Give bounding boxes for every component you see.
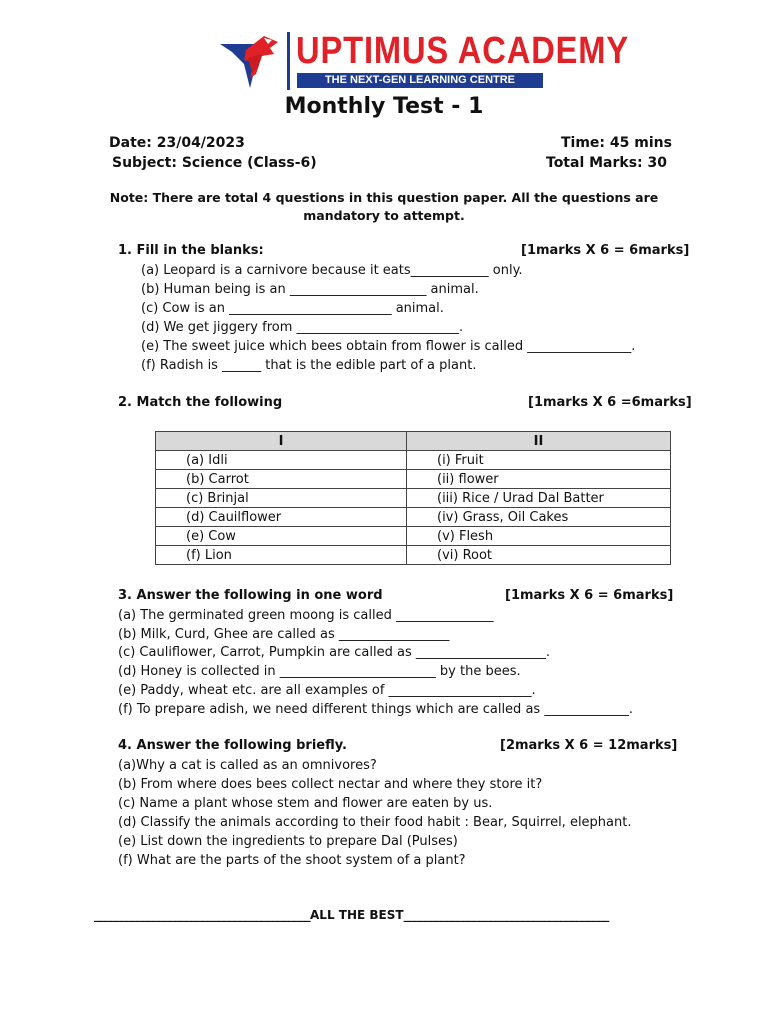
q4-marks: [2marks X 6 = 12marks] [500,738,678,753]
eagle-chevron-logo-icon [218,34,284,90]
note-line-2: mandatory to attempt. [303,208,465,223]
match-left-cell: (c) Brinjal [156,489,407,508]
q3-marks: [1marks X 6 = 6marks] [505,588,674,603]
q1-item: (a) Leopard is a carnivore because it eats____________ only. [141,263,523,278]
q3-item: (b) Milk, Curd, Ghee are called as _________________ [118,627,450,642]
table-row [156,508,671,527]
match-left-cell: (f) Lion [156,546,407,565]
q1-item: (b) Human being is an _____________________ animal. [141,282,479,297]
q1-item: (e) The sweet juice which bees obtain from flower is called ________________. [141,339,636,354]
q4-item: (d) Classify the animals according to their food habit : Bear, Squirrel, elephant. [118,815,632,830]
footer-right-rule: ______________________________________ [403,908,609,922]
match-right-cell: (iii) Rice / Urad Dal Batter [407,489,671,508]
match-left-cell: (d) Cauilflower [156,508,407,527]
note-line-1: Note: There are total 4 questions in this question paper. All the questions are [109,190,659,205]
match-col-1-header: I [156,432,407,451]
q1-heading: 1. Fill in the blanks: [118,243,264,258]
page-title: Monthly Test - 1 [284,94,484,119]
table-row [156,489,671,508]
q4-item: (f) What are the parts of the shoot system of a plant? [118,853,466,868]
match-left-cell: (e) Cow [156,527,407,546]
match-right-cell: (vi) Root [407,546,671,565]
q1-item: (c) Cow is an _________________________ animal. [141,301,444,316]
academy-tagline: THE NEXT-GEN LEARNING CENTRE [324,74,516,86]
q3-item: (c) Cauliflower, Carrot, Pumpkin are called as ____________________. [118,645,551,660]
q2-marks: [1marks X 6 =6marks] [528,395,692,410]
footer-text: ALL THE BEST [310,908,404,922]
table-row [156,527,671,546]
test-time: Time: 45 mins [561,135,672,151]
q3-item: (d) Honey is collected in ________________________ by the bees. [118,664,521,679]
q4-item: (a)Why a cat is called as an omnivores? [118,758,377,773]
match-right-cell: (v) Flesh [407,527,671,546]
match-right-cell: (iv) Grass, Oil Cakes [407,508,671,527]
total-marks: Total Marks: 30 [546,155,668,171]
test-subject: Subject: Science (Class-6) [112,155,317,171]
academy-logo [218,34,284,90]
match-table [155,431,671,565]
q4-heading: 4. Answer the following briefly. [118,738,347,753]
q3-item: (e) Paddy, wheat etc. are all examples of ______________________. [118,683,536,698]
academy-name: UPTIMUS ACADEMY [296,30,630,72]
q3-item: (a) The germinated green moong is called _______________ [118,608,494,623]
q4-item: (b) From where does bees collect nectar and where they store it? [118,777,543,792]
q3-item: (f) To prepare adish, we need different things which are called as _____________. [118,702,633,717]
footer-left-rule: ________________________________________ [94,908,311,922]
q1-item: (d) We get jiggery from _________________________. [141,320,464,335]
brand-divider [287,32,290,90]
q1-item: (f) Radish is ______ that is the edible part of a plant. [141,358,477,373]
table-row [156,546,671,565]
footer [94,908,609,922]
q4-item: (e) List down the ingredients to prepare Dal (Pulses) [118,834,458,849]
match-table-header [156,432,671,451]
match-left-cell: (a) Idli [156,451,407,470]
test-date: Date: 23/04/2023 [109,135,245,151]
q1-marks: [1marks X 6 = 6marks] [521,243,690,258]
table-row [156,451,671,470]
match-right-cell: (ii) flower [407,470,671,489]
table-row [156,470,671,489]
q2-heading: 2. Match the following [118,395,283,410]
q3-heading: 3. Answer the following in one word [118,588,383,603]
q4-item: (c) Name a plant whose stem and flower are eaten by us. [118,796,493,811]
match-left-cell: (b) Carrot [156,470,407,489]
match-right-cell: (i) Fruit [407,451,671,470]
match-col-2-header: II [407,432,671,451]
